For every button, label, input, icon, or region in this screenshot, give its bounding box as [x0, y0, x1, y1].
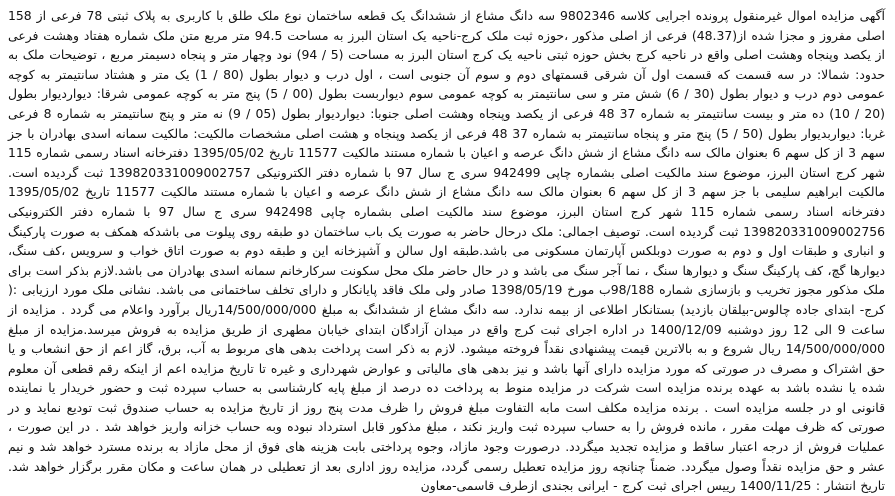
auction-notice-text: آگهی مزایده اموال غیرمنقول پرونده اجرایی کلاسه 9802346 سه دانگ مشاع از ششدانگ یک قطعه ساختمان نوع ملک طلق با کاربری به پلاک ثبتی 78 فرعی از 158 اصلی مفروز و مجزا شده از(48.37) فرعی از اصلی مذکور ،حوزه ثبت ملک کرج-ناحیه یک استان البرز به مساحت 94.5 متر مربع متن ملک شماره هفتاد وهشت فرعی از یکصد وپنجاه وهشت اصلی واقع در ناحیه کرج بخش حوزه ثبتی ناحیه یک کرج استان البرز به مساحت (5 / 94) نود وچهار متر و پنجاه دسیمتر مربع ، توضیحات ملک به حدود: شمالا: در سه قسمت که قسمت اول آن شرقی قسمتهای دوم و سوم آن جنوبی است ، اول درب و دیوار بطول (80 / 1) یک متر و هشتاد سانتیمتر به کوچه عمومی دوم درب و دیوار بطول (30 / 6) شش متر و سی سانتیمتر به کوچه عمومی سوم دیواربست بطول (00 / 5) پنج متر به کوچه عمومی شرقا: دیواردیوار بطول (20 / 10) ده متر و بیست سانتیمتر به شماره 37 48 فرعی از یکصد وپنجاه وهشت اصلی جنوبا: دیواردیوار بطول (05 / 9) نه متر و پنج سانتیمتر به شماره 8 فرعی غربا: دیواربدیوار بطول (50 / 5) پنج متر و پنجاه سانتیمتر به شماره 37 48 فرعی از یکصد وپنجاه و هشت اصلی مشخصات مالکیت: مالکیت سمانه اسدی بهادران با جز سهم 3 از کل سهم 6 بعنوان مالک سه دانگ مشاع از شش دانگ عرصه و اعیان با شماره مستند مالکیت 11577 تاریخ 1395/05/02 دفترخانه اسناد رسمی شماره 115 شهر کرج استان البرز، موضوع سند مالکیت اصلی بشماره چاپی 942499 سری ج سال 97 با شماره دفتر الکترونیکی 139820331009002757 ثبت گردیده است. مالکیت ابراهیم سلیمی با جز سهم 3 از کل سهم 6 بعنوان مالک سه دانگ مشاع از شش دانگ عرصه و اعیان با شماره مستند مالکیت 11577 تاریخ 1395/05/02 دفترخانه اسناد رسمی شماره 115 شهر کرج استان البرز، موضوع سند مالکیت اصلی بشماره چاپی 942498 سری ج سال 97 با شماره دفتر الکترونیکی 139820331009002756 ثبت گردیده است. توصیف اجمالی: ملک درحال حاضر به صورت یک باب ساختمان دو طبقه روی پیلوت می باشدکه همکف به صورت پارکینگ و انباری و طبقات اول و دوم به صورت دوبلکس آپارتمان مسکونی می باشد.طبقه اول سالن و آشپزخانه این و طبقه دوم به صورت اتاق خواب و سرویس ،کف سنگ، دیوارها گچ، کف پارکینگ سنگ و دیوارها سنگ ، نما آجر سنگ می باشد و در حال حاضر ملک محل سکونت سرکارخانم سمانه اسدی بهادران می باشد.لازم بذکر است برای ملک مذکور مجوز تخریب و بازسازی شماره 98/188ب مورخ 1398/05/19 صادر ولی ملک فاقد پایانکار و دارای تخلف ساختمانی می باشد. نشانی ملک مورد ارزیابی :( کرج- ابتدای جاده چالوس-بیلقان بازدید) بستانکار اطلاعی از بیمه ندارد. سه دانگ مشاع از ششدانگ به مبلغ 14/500/000/000ریال برآورد واعلام می گردد . مزایده از ساعت 9 الی 12 روز دوشنبه 1400/12/09 در اداره اجرای ثبت کرج واقع در میدان آزادگان ابتدای خیابان مطهری از طریق مزایده به فروش میرسد.مزایده از مبلغ 14/500/000/000 ریال شروع و به بالاترین قیمت پیشنهادی نقداً فروخته میشود. لازم به ذکر است پرداخت بدهی های مربوط به آب، برق، گاز اعم از حق انشعاب و یا حق اشتراک و مصرف در صورتی که مورد مزایده دارای آنها باشد و نیز بدهی های مالیاتی و عوارض شهرداری و غیره تا تاریخ مزایده اعم از اینکه رقم قطعی آن معلوم شده یا نشده باشد به عهده برنده مزایده است شرکت در مزایده منوط به پرداخت ده درصد از مبلغ پایه کارشناسی به حساب سپرده ثبت و حضور خریدار یا نماینده قانونی او در جلسه مزایده است . برنده مزایده مکلف است مابه التفاوت مبلغ فروش را ظرف مدت پنج روز از تاریخ مزایده به حساب صندوق ثبت تودیع نماید و در صورتی که ظرف مهلت مقرر ، مانده فروش را به حساب سپرده ثبت واریز نکند ، مبلغ مذکور قابل استرداد نبوده وبه حساب خزانه واریز خواهد شد . در این صورت ، عملیات فروش از درجه اعتبار ساقط و مزایده تجدید میگردد. درصورت وجود مازاد، وجوه پرداختی بابت هزینه های فوق از محل مازاد به برنده مسترد خواهد شد و نیم عشر و حق مزایده نقداً وصول میگردد. ضمناً چنانچه روز مزایده تعطیل رسمی گردد، مزایده روز اداری بعد از تعطیلی در همان ساعت و مکان مقرر برگزار خواهد شد. تاریخ انتشار : 1400/11/25 رییس اجرای ثبت کرج - ایرانی بجندی ازطرف قاسمی-معاون	[8, 8, 886, 494]
